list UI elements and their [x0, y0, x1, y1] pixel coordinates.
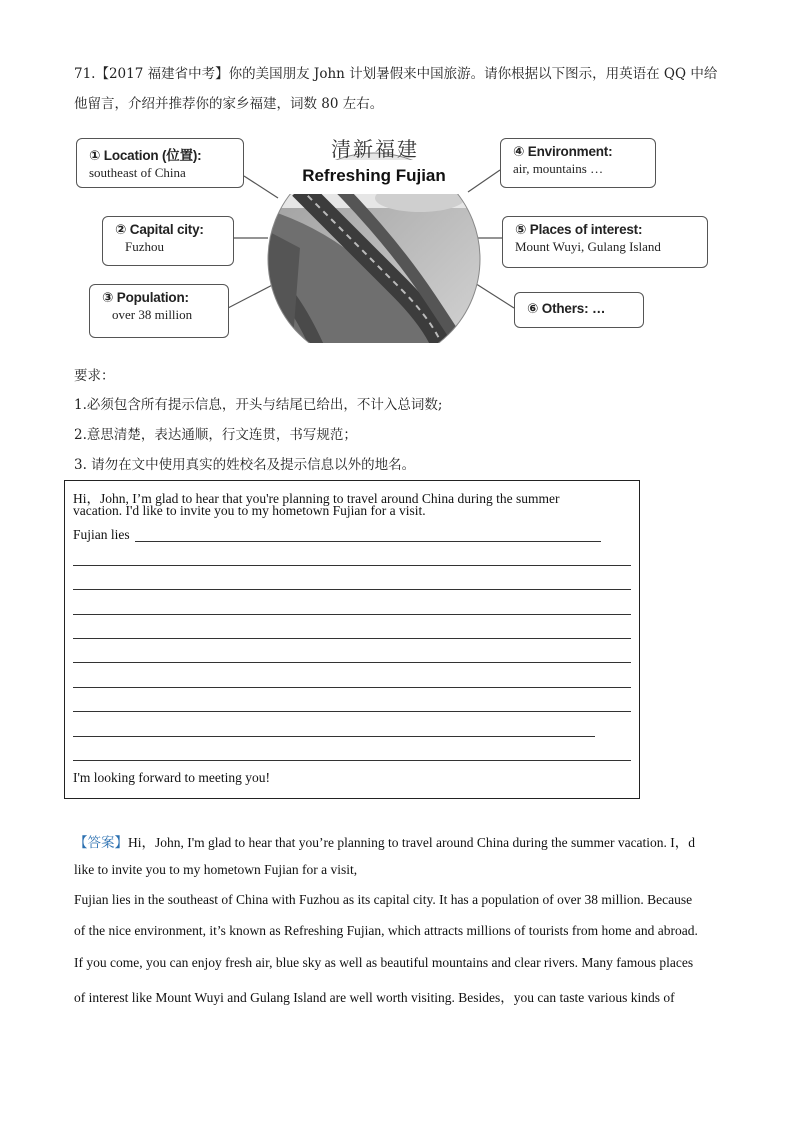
writing-answer-box [64, 480, 640, 799]
capital-value: Fuzhou [125, 239, 164, 254]
location-title: ① Location (位置): [89, 148, 202, 163]
environment-value: air, mountains … [513, 161, 604, 176]
writing-line[interactable] [73, 736, 595, 737]
requirement-item: 3. 请勿在文中使用真实的姓校名及提示信息以外的地名。 [74, 457, 416, 473]
writing-line[interactable] [73, 711, 631, 712]
places-value: Mount Wuyi, Gulang Island [515, 239, 661, 254]
answer-label: 【答案】 [74, 835, 128, 850]
writing-line[interactable] [73, 565, 631, 566]
capital-title: ② Capital city: [115, 222, 204, 237]
population-title: ③ Population: [102, 290, 189, 305]
question-line-1: 71.【2017 福建省中考】你的美国朋友 John 计划暑假来中国旅游。请你根据以下图示，用英语在 QQ 中给 [74, 66, 718, 82]
requirement-item: 2.意思清楚，表达通顺，行文连贯，书写规范； [74, 427, 357, 443]
opening-line-1: Hi，John, I’m glad to hear that you're planning to travel around China during the summer [73, 491, 560, 506]
writing-line[interactable] [73, 687, 631, 688]
requirement-item: 1.必须包含所有提示信息，开头与结尾已给出，不计入总词数; [74, 397, 443, 413]
answer-line-2: like to invite you to my hometown Fujian for a visit, [74, 862, 358, 877]
writing-line[interactable] [73, 760, 631, 761]
population-box [89, 284, 229, 338]
closing-line: I'm looking forward to meeting you! [73, 770, 271, 785]
mind-map-diagram [0, 128, 800, 343]
chinese-calligraphy-title: 清新福建 [331, 137, 419, 161]
environment-box [500, 138, 656, 188]
places-of-interest-box [502, 216, 708, 268]
capital-city-box [102, 216, 234, 266]
others-title: ⑥ Others: … [527, 301, 606, 316]
location-value: southeast of China [89, 165, 186, 180]
diagram-center-title: Refreshing Fujian [302, 166, 446, 185]
answer-line-5: If you come, you can enjoy fresh air, blue sky as well as beautiful mountains and clear rivers. Many famous places [74, 955, 694, 970]
starter-text: Fujian lies [73, 527, 130, 542]
location-box [76, 138, 244, 188]
answer-line-3: Fujian lies in the southeast of China with Fuzhou as its capital city. It has a population of over 38 million. Because [74, 892, 693, 907]
places-title: ⑤ Places of interest: [515, 222, 643, 237]
requirements-heading: 要求： [74, 368, 115, 384]
writing-line[interactable] [135, 541, 601, 542]
answer-line-6: of interest like Mount Wuyi and Gulang Island are well worth visiting. Besides，you can taste various kinds of [74, 990, 675, 1005]
writing-line[interactable] [73, 589, 631, 590]
answer-line-4: of the nice environment, it’s known as Refreshing Fujian, which attracts millions of tourists from home and abroad. [74, 923, 698, 938]
population-value: over 38 million [112, 307, 193, 322]
answer-line-1: 【答案】Hi，John, I'm glad to hear that you’re planning to travel around China during the summer vacation. I，d [74, 835, 696, 850]
others-box [514, 292, 644, 328]
writing-line[interactable] [73, 638, 631, 639]
question-line-2: 他留言，介绍并推荐你的家乡福建，词数 80 左右。 [74, 96, 384, 112]
environment-title: ④ Environment: [513, 144, 613, 159]
opening-line-2: vacation. I'd like to invite you to my hometown Fujian for a visit. [73, 503, 426, 518]
writing-line[interactable] [73, 662, 631, 663]
writing-line[interactable] [73, 614, 631, 615]
